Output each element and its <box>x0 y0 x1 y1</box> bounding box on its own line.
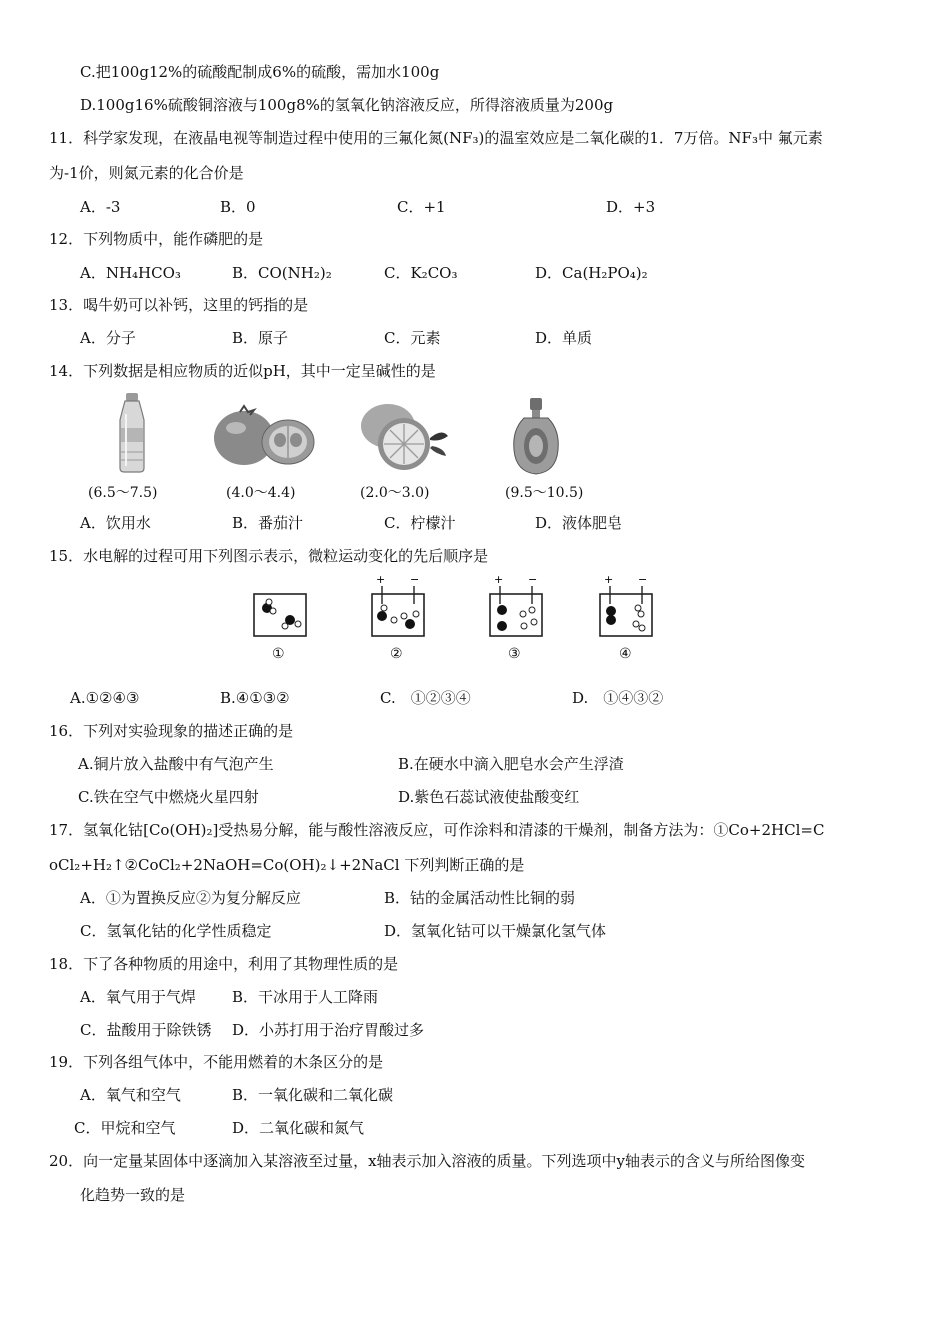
q15-stem: 15．水电解的过程可用下列图示表示，微粒运动变化的先后顺序是 <box>49 547 489 565</box>
q14-option-b: B．番茄汁 <box>232 514 304 532</box>
q10-option-d: D.100g16%硫酸铜溶液与100g8%的氢氧化钠溶液反应，所得溶液质量为200g <box>80 96 614 114</box>
tomato-icon <box>210 400 320 470</box>
q15-option-c: C. ①②③④ <box>380 689 471 707</box>
q17-option-b: B．钴的金属活动性比铜的弱 <box>384 889 576 907</box>
q20-stem-line2: 化趋势一致的是 <box>80 1186 186 1204</box>
q13-option-a: A．分子 <box>80 329 136 347</box>
q18-option-d: D．小苏打用于治疗胃酸过多 <box>232 1021 425 1039</box>
svg-text:+: + <box>604 574 614 586</box>
q15-diagram-label-2: ② <box>390 646 403 662</box>
q13-option-d: D．单质 <box>535 329 593 347</box>
q13-stem: 13．喝牛奶可以补钙，这里的钙指的是 <box>49 296 309 314</box>
q15-diagram-label-3: ③ <box>508 646 521 662</box>
q15-diagram-label-1: ① <box>272 646 285 662</box>
q11-option-b: B．0 <box>220 198 256 216</box>
svg-text:−: − <box>528 574 538 586</box>
q10-option-c: C.把100g12%的硫酸配制成6%的硫酸，需加水100g <box>80 63 440 81</box>
q15-option-d: D. ①④③② <box>572 689 664 707</box>
q11-option-d: D．+3 <box>606 198 656 216</box>
q12-option-a: A．NH₄HCO₃ <box>80 264 181 282</box>
q12-option-c: C．K₂CO₃ <box>384 264 458 282</box>
q13-option-b: B．原子 <box>232 329 289 347</box>
q20-stem-line1: 20．向一定量某固体中逐滴加入某溶液至过量，x轴表示加入溶液的质量。下列选项中y轴表示的含义与所给图像变 <box>49 1152 806 1170</box>
svg-text:−: − <box>638 574 648 586</box>
q18-option-c: C．盐酸用于除铁锈 <box>80 1021 212 1039</box>
q19-stem: 19．下列各组气体中，不能用燃着的木条区分的是 <box>49 1053 384 1071</box>
svg-text:+: + <box>376 574 386 586</box>
q15-option-a: A.①②④③ <box>70 689 140 707</box>
q19-option-b: B．一氧化碳和二氧化碳 <box>232 1086 394 1104</box>
q17-option-c: C．氢氧化钴的化学性质稳定 <box>80 922 272 940</box>
water-bottle-icon <box>110 392 154 474</box>
q11-option-c: C．+1 <box>397 198 446 216</box>
q11-stem-line1: 11．科学家发现，在液晶电视等制造过程中使用的三氟化氮(NF₃)的温室效应是二氧化碳的1．7万倍。NF₃中 氟元素 <box>49 129 823 147</box>
q14-ph-label-3: (2.0～3.0) <box>360 485 430 501</box>
electrolysis-diagram-1 <box>252 590 308 640</box>
q12-option-d: D．Ca(H₂PO₄)₂ <box>535 264 648 282</box>
q12-stem: 12．下列物质中，能作磷肥的是 <box>49 230 264 248</box>
q14-ph-label-4: (9.5～10.5) <box>505 485 584 501</box>
q15-diagram-label-4: ④ <box>619 646 632 662</box>
q14-stem: 14．下列数据是相应物质的近似pH，其中一定呈碱性的是 <box>49 362 436 380</box>
electrolysis-diagram-2 <box>370 574 426 640</box>
q13-option-c: C．元素 <box>384 329 441 347</box>
soap-bottle-icon <box>510 396 562 476</box>
q16-option-d: D.紫色石蕊试液使盐酸变红 <box>398 788 580 806</box>
q17-stem-line1: 17．氢氧化钴[Co(OH)₂]受热易分解，能与酸性溶液反应，可作涂料和清漆的干燥剂，制备方法为：①Co+2HCl=C <box>49 821 825 839</box>
q17-stem-line2: oCl₂+H₂↑②CoCl₂+2NaOH=Co(OH)₂↓+2NaCl 下列判断正确的是 <box>49 856 525 874</box>
q19-option-d: D．二氧化碳和氮气 <box>232 1119 365 1137</box>
q15-option-b: B.④①③② <box>220 689 290 707</box>
q18-option-b: B．干冰用于人工降雨 <box>232 988 379 1006</box>
lemon-icon <box>356 398 452 474</box>
q18-stem: 18．下了各种物质的用途中，利用了其物理性质的是 <box>49 955 399 973</box>
svg-text:−: − <box>410 574 420 586</box>
q16-option-a: A.铜片放入盐酸中有气泡产生 <box>78 755 274 773</box>
svg-text:+: + <box>494 574 504 586</box>
q17-option-a: A．①为置换反应②为复分解反应 <box>80 889 301 907</box>
q19-option-a: A．氧气和空气 <box>80 1086 181 1104</box>
q14-option-a: A．饮用水 <box>80 514 151 532</box>
q12-option-b: B．CO(NH₂)₂ <box>232 264 332 282</box>
q11-option-a: A．-3 <box>80 198 121 216</box>
q14-ph-label-2: (4.0～4.4) <box>226 485 296 501</box>
q17-option-d: D．氢氧化钴可以干燥氯化氢气体 <box>384 922 607 940</box>
q16-option-c: C.铁在空气中燃烧火星四射 <box>78 788 259 806</box>
q19-option-c: C．甲烷和空气 <box>74 1119 176 1137</box>
q16-option-b: B.在硬水中滴入肥皂水会产生浮渣 <box>398 755 624 773</box>
q16-stem: 16．下列对实验现象的描述正确的是 <box>49 722 294 740</box>
q11-stem-line2: 为-1价，则氮元素的化合价是 <box>49 164 244 182</box>
electrolysis-diagram-3 <box>488 574 544 640</box>
q14-ph-label-1: (6.5～7.5) <box>88 485 158 501</box>
q14-option-d: D．液体肥皂 <box>535 514 623 532</box>
electrolysis-diagram-4 <box>598 574 654 640</box>
q14-option-c: C．柠檬汁 <box>384 514 456 532</box>
q18-option-a: A．氧气用于气焊 <box>80 988 196 1006</box>
